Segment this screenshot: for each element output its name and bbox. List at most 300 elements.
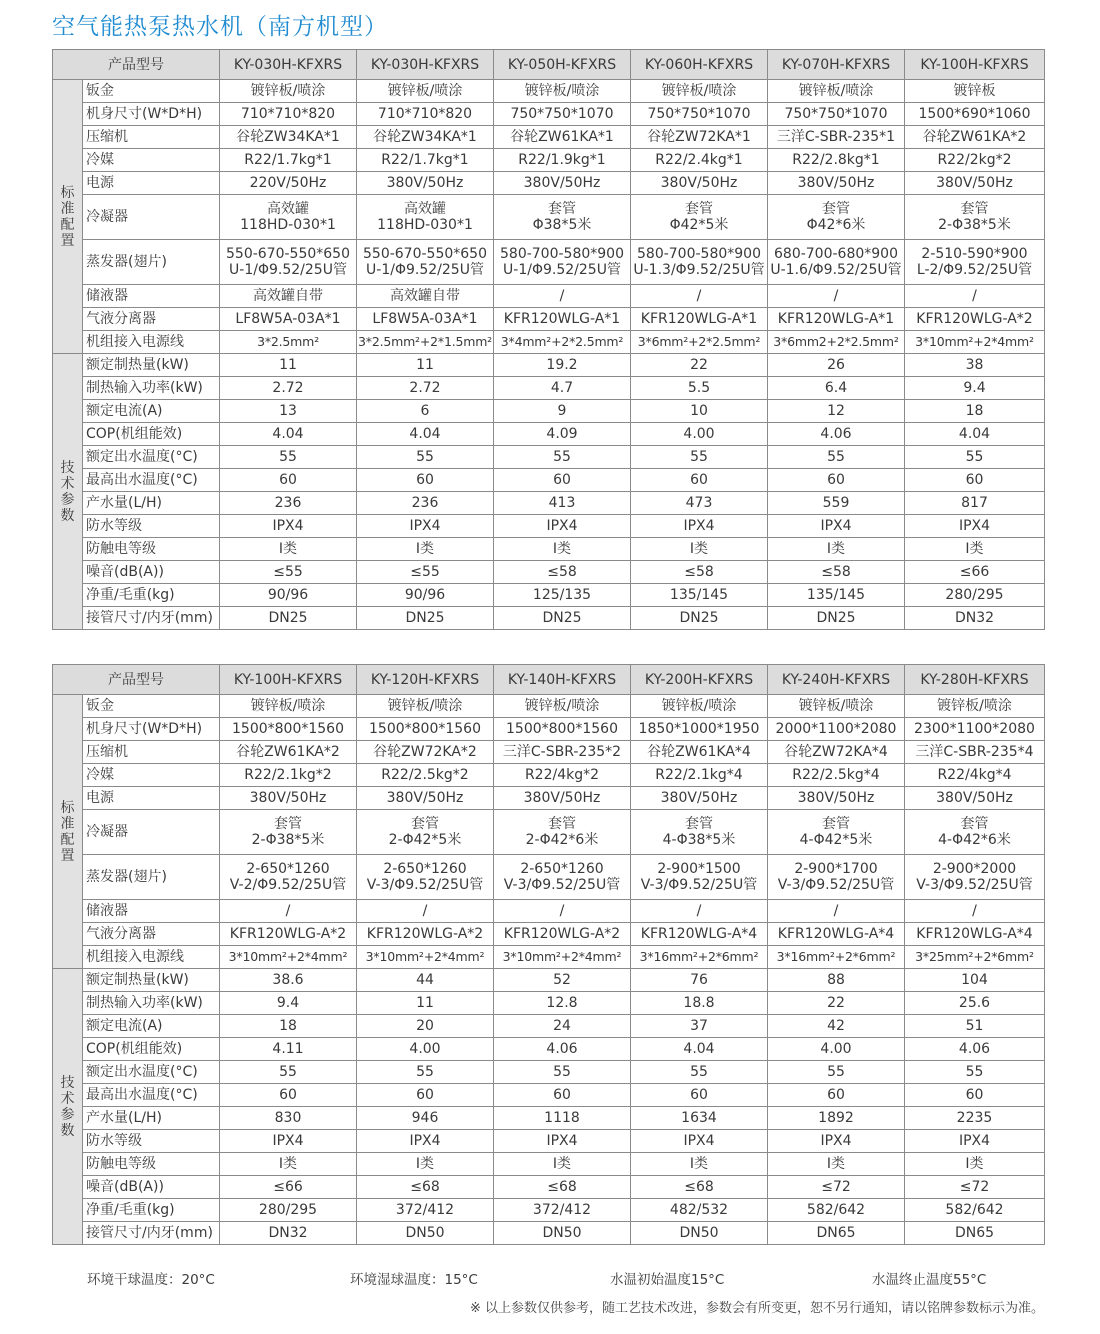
table-cell: ≤72: [905, 1176, 1045, 1199]
table-row: [53, 695, 1045, 718]
table-row: [53, 764, 1045, 787]
row-label: 压缩机: [83, 741, 220, 764]
table-cell: /: [357, 900, 494, 923]
table-cell: [494, 810, 631, 855]
table-cell: 镀锌板: [905, 80, 1045, 103]
table-row: [53, 718, 1045, 741]
row-label: 钣金: [83, 80, 220, 103]
table-cell: /: [768, 285, 905, 308]
table-cell: 3*25mm²+2*6mm²: [905, 946, 1045, 969]
table-cell: [905, 195, 1045, 240]
model-header: KY-120H-KFXRS: [357, 665, 494, 695]
table-cell: 60: [220, 469, 357, 492]
table-cell: 谷轮ZW61KA*2: [905, 126, 1045, 149]
table-row: [53, 172, 1045, 195]
cell-line-2: U-1.6/Φ9.52/25U管: [770, 262, 902, 278]
table-cell: I类: [220, 538, 357, 561]
row-label: 制热输入功率(kW): [83, 992, 220, 1015]
table-cell: 42: [768, 1015, 905, 1038]
table-cell: 1500*690*1060: [905, 103, 1045, 126]
table-cell: IPX4: [631, 1130, 768, 1153]
table-row: [53, 992, 1045, 1015]
table-cell: IPX4: [905, 515, 1045, 538]
table-cell: ≤68: [631, 1176, 768, 1199]
cell-line-1: 2-510-590*900: [921, 246, 1028, 262]
row-label: 电源: [83, 172, 220, 195]
table-cell: 18: [220, 1015, 357, 1038]
table-cell: ≤68: [494, 1176, 631, 1199]
model-header: KY-060H-KFXRS: [631, 50, 768, 80]
row-label: 净重/毛重(kg): [83, 1199, 220, 1222]
table-row: [53, 492, 1045, 515]
table-cell: 镀锌板/喷涂: [631, 695, 768, 718]
table-cell: 镀锌板/喷涂: [905, 695, 1045, 718]
table-cell: 55: [494, 446, 631, 469]
row-label: 防水等级: [83, 515, 220, 538]
table-row: [53, 538, 1045, 561]
table-cell: 24: [494, 1015, 631, 1038]
table-cell: 2300*1100*2080: [905, 718, 1045, 741]
row-label: 钣金: [83, 695, 220, 718]
table-row: [53, 331, 1045, 354]
row-label: 额定电流(A): [83, 400, 220, 423]
table-cell: 44: [357, 969, 494, 992]
table-cell: LF8W5A-03A*1: [357, 308, 494, 331]
table-cell: 380V/50Hz: [631, 172, 768, 195]
table-cell: 236: [357, 492, 494, 515]
table-cell: 55: [905, 1061, 1045, 1084]
group-label-text: 技术参数: [60, 459, 75, 524]
table-cell: 9: [494, 400, 631, 423]
table-cell: 1500*800*1560: [357, 718, 494, 741]
table-cell: 3*16mm²+2*6mm²: [631, 946, 768, 969]
table-cell: 60: [631, 1084, 768, 1107]
table-cell: 60: [905, 1084, 1045, 1107]
cell-line-1: 套管: [822, 816, 850, 832]
cell-line-2: Φ42*5米: [669, 217, 729, 233]
table-cell: 55: [357, 446, 494, 469]
table-cell: 4.00: [631, 423, 768, 446]
cell-line-2: V-3/Φ9.52/25U管: [366, 877, 484, 893]
spec-table-2: [52, 664, 1045, 1245]
table-cell: 60: [905, 469, 1045, 492]
table-row: [53, 810, 1045, 855]
table-cell: [631, 195, 768, 240]
table-cell: DN25: [220, 607, 357, 630]
table-cell: 236: [220, 492, 357, 515]
table-cell: [494, 195, 631, 240]
row-label: 蒸发器(翅片): [83, 855, 220, 900]
table-cell: 镀锌板/喷涂: [768, 695, 905, 718]
table-cell: R22/4kg*4: [905, 764, 1045, 787]
cell-line-1: 580-700-580*900: [500, 246, 624, 262]
table-cell: 4.04: [220, 423, 357, 446]
table-row: [53, 741, 1045, 764]
table-cell: 三洋C-SBR-235*1: [768, 126, 905, 149]
table-cell: 90/96: [357, 584, 494, 607]
table-cell: ≤66: [220, 1176, 357, 1199]
cell-line-2: U-1/Φ9.52/25U管: [366, 262, 484, 278]
table-cell: DN50: [631, 1222, 768, 1245]
table-cell: 5.5: [631, 377, 768, 400]
table-cell: IPX4: [220, 515, 357, 538]
table-cell: DN25: [494, 607, 631, 630]
table-cell: 谷轮ZW34KA*1: [357, 126, 494, 149]
table-cell: 380V/50Hz: [357, 172, 494, 195]
row-label: 防水等级: [83, 1130, 220, 1153]
table-cell: 60: [220, 1084, 357, 1107]
table-cell: 4.09: [494, 423, 631, 446]
table-cell: 19.2: [494, 354, 631, 377]
table-cell: 60: [631, 469, 768, 492]
table-cell: 104: [905, 969, 1045, 992]
table-cell: 3*10mm²+2*4mm²: [494, 946, 631, 969]
table-cell: I类: [768, 1153, 905, 1176]
table-cell: 1500*800*1560: [220, 718, 357, 741]
table-cell: 13: [220, 400, 357, 423]
table-row: [53, 1176, 1045, 1199]
table-cell: DN25: [631, 607, 768, 630]
row-label: 接管尺寸/内牙(mm): [83, 1222, 220, 1245]
cell-line-2: 2-Φ42*5米: [388, 832, 462, 848]
row-label: 额定电流(A): [83, 1015, 220, 1038]
table-cell: 52: [494, 969, 631, 992]
cell-line-2: V-3/Φ9.52/25U管: [777, 877, 895, 893]
table-cell: 谷轮ZW61KA*1: [494, 126, 631, 149]
table-cell: 谷轮ZW72KA*4: [768, 741, 905, 764]
table-cell: 750*750*1070: [494, 103, 631, 126]
table-cell: KFR120WLG-A*2: [905, 308, 1045, 331]
table-cell: 26: [768, 354, 905, 377]
table-cell: 55: [220, 446, 357, 469]
table-row: [53, 1130, 1045, 1153]
table-cell: 谷轮ZW61KA*4: [631, 741, 768, 764]
table-cell: 750*750*1070: [631, 103, 768, 126]
table-cell: DN50: [494, 1222, 631, 1245]
table-cell: 11: [220, 354, 357, 377]
table-cell: 55: [768, 1061, 905, 1084]
table-cell: 60: [494, 1084, 631, 1107]
table-cell: 22: [768, 992, 905, 1015]
table-cell: 380V/50Hz: [905, 172, 1045, 195]
row-label: 机身尺寸(W*D*H): [83, 718, 220, 741]
table-cell: R22/2.1kg*4: [631, 764, 768, 787]
cell-line-1: 550-670-550*650: [226, 246, 350, 262]
row-label: 冷媒: [83, 149, 220, 172]
row-label: 防触电等级: [83, 538, 220, 561]
table-cell: 710*710*820: [220, 103, 357, 126]
table-cell: 280/295: [905, 584, 1045, 607]
table-cell: 380V/50Hz: [768, 787, 905, 810]
table-cell: DN32: [220, 1222, 357, 1245]
table-cell: I类: [357, 1153, 494, 1176]
table-cell: 37: [631, 1015, 768, 1038]
cell-line-2: 2-Φ38*5米: [938, 217, 1011, 233]
cell-line-1: 套管: [960, 816, 989, 832]
model-header: KY-140H-KFXRS: [494, 665, 631, 695]
table-cell: DN65: [905, 1222, 1045, 1245]
table-cell: [905, 810, 1045, 855]
table-cell: 1892: [768, 1107, 905, 1130]
cell-line-1: 2-900*1700: [794, 861, 878, 877]
cell-line-2: 4-Φ42*6米: [938, 832, 1011, 848]
table-cell: 60: [768, 1084, 905, 1107]
table-cell: 380V/50Hz: [768, 172, 905, 195]
table-cell: 镀锌板/喷涂: [631, 80, 768, 103]
cell-line-1: 高效罐: [404, 201, 446, 217]
table-cell: /: [494, 285, 631, 308]
model-header: KY-280H-KFXRS: [905, 665, 1045, 695]
table-cell: 3*2.5mm²: [220, 331, 357, 354]
table-cell: 60: [494, 469, 631, 492]
table-cell: R22/4kg*2: [494, 764, 631, 787]
table-cell: [905, 240, 1045, 285]
table-cell: 582/642: [905, 1199, 1045, 1222]
table-cell: 55: [494, 1061, 631, 1084]
cell-line-2: 2-Φ38*5米: [251, 832, 325, 848]
table-cell: 三洋C-SBR-235*2: [494, 741, 631, 764]
table-cell: 高效罐自带: [357, 285, 494, 308]
table-row: [53, 400, 1045, 423]
row-label: 额定制热量(kW): [83, 354, 220, 377]
table-cell: 4.06: [768, 423, 905, 446]
model-header: KY-100H-KFXRS: [905, 50, 1045, 80]
table-cell: 20: [357, 1015, 494, 1038]
table-cell: 482/532: [631, 1199, 768, 1222]
table-cell: KFR120WLG-A*2: [357, 923, 494, 946]
header-row: [53, 665, 1045, 695]
table-cell: I类: [220, 1153, 357, 1176]
table-row: [53, 900, 1045, 923]
table-cell: 750*750*1070: [768, 103, 905, 126]
header-row: [53, 50, 1045, 80]
table-row: [53, 607, 1045, 630]
cell-line-1: 580-700-580*900: [637, 246, 761, 262]
table-row: [53, 787, 1045, 810]
table-cell: 55: [905, 446, 1045, 469]
table-cell: /: [905, 285, 1045, 308]
cell-line-2: L-2/Φ9.52/25U管: [916, 262, 1033, 278]
row-label: 额定出水温度(°C): [83, 446, 220, 469]
table-cell: 谷轮ZW34KA*1: [220, 126, 357, 149]
table-cell: 11: [357, 992, 494, 1015]
table-cell: 3*4mm²+2*2.5mm²: [494, 331, 631, 354]
table-row: [53, 103, 1045, 126]
table-cell: 25.6: [905, 992, 1045, 1015]
row-label: 额定制热量(kW): [83, 969, 220, 992]
table-row: [53, 446, 1045, 469]
table-cell: 谷轮ZW72KA*2: [357, 741, 494, 764]
table-cell: R22/1.7kg*1: [357, 149, 494, 172]
row-label: 噪音(dB(A)): [83, 1176, 220, 1199]
table-cell: 559: [768, 492, 905, 515]
group-label-technical: [53, 354, 83, 630]
table-cell: R22/2.1kg*2: [220, 764, 357, 787]
table-cell: 3*2.5mm²+2*1.5mm²: [357, 331, 494, 354]
table-cell: 55: [768, 446, 905, 469]
table-row: [53, 1084, 1045, 1107]
table-cell: IPX4: [631, 515, 768, 538]
cell-line-2: U-1/Φ9.52/25U管: [229, 262, 347, 278]
row-label: 气液分离器: [83, 923, 220, 946]
table-row: [53, 1015, 1045, 1038]
model-header: KY-030H-KFXRS: [220, 50, 357, 80]
cell-line-1: 550-670-550*650: [363, 246, 487, 262]
cell-line-2: V-2/Φ9.52/25U管: [229, 877, 347, 893]
table-cell: 582/642: [768, 1199, 905, 1222]
table-row: [53, 561, 1045, 584]
row-label: 压缩机: [83, 126, 220, 149]
table-cell: R22/2.5kg*2: [357, 764, 494, 787]
table-row: [53, 149, 1045, 172]
model-header: KY-240H-KFXRS: [768, 665, 905, 695]
table-cell: 4.04: [357, 423, 494, 446]
table-cell: KFR120WLG-A*1: [494, 308, 631, 331]
cell-line-2: 4-Φ42*5米: [799, 832, 873, 848]
table-cell: 镀锌板/喷涂: [357, 695, 494, 718]
table-cell: 220V/50Hz: [220, 172, 357, 195]
table-row: [53, 969, 1045, 992]
table-cell: 6.4: [768, 377, 905, 400]
table-cell: KFR120WLG-A*2: [220, 923, 357, 946]
table-cell: R22/1.7kg*1: [220, 149, 357, 172]
table-cell: 12.8: [494, 992, 631, 1015]
table-cell: 镀锌板/喷涂: [220, 695, 357, 718]
table-cell: 280/295: [220, 1199, 357, 1222]
table-cell: I类: [494, 538, 631, 561]
cell-line-1: 套管: [960, 201, 989, 217]
table-cell: 55: [631, 1061, 768, 1084]
table-cell: [220, 195, 357, 240]
table-cell: 镀锌板/喷涂: [494, 80, 631, 103]
row-label: 储液器: [83, 285, 220, 308]
row-label: 接管尺寸/内牙(mm): [83, 607, 220, 630]
table-cell: 55: [631, 446, 768, 469]
table-cell: 1634: [631, 1107, 768, 1130]
table-cell: 125/135: [494, 584, 631, 607]
table-cell: [220, 240, 357, 285]
table-cell: I类: [768, 538, 905, 561]
table-cell: 18.8: [631, 992, 768, 1015]
row-label: 最高出水温度(°C): [83, 469, 220, 492]
table-cell: 镀锌板/喷涂: [357, 80, 494, 103]
table-cell: 4.7: [494, 377, 631, 400]
cell-line-1: 套管: [685, 816, 713, 832]
table-cell: KFR120WLG-A*2: [494, 923, 631, 946]
table-cell: 135/145: [631, 584, 768, 607]
row-label: 机身尺寸(W*D*H): [83, 103, 220, 126]
table-cell: R22/1.9kg*1: [494, 149, 631, 172]
table-cell: 3*6mm²+2*2.5mm²: [631, 331, 768, 354]
table-cell: R22/2.4kg*1: [631, 149, 768, 172]
footer-final-water-temp: 水温终止温度55°C: [872, 1272, 987, 1288]
table-row: [53, 354, 1045, 377]
table-cell: [768, 240, 905, 285]
table-cell: [768, 855, 905, 900]
cell-line-1: 2-650*1260: [520, 861, 604, 877]
table-cell: 60: [357, 469, 494, 492]
row-label: 冷媒: [83, 764, 220, 787]
table-cell: I类: [494, 1153, 631, 1176]
model-header: KY-200H-KFXRS: [631, 665, 768, 695]
table-cell: IPX4: [357, 1130, 494, 1153]
table-cell: 谷轮ZW61KA*2: [220, 741, 357, 764]
table-cell: 4.00: [768, 1038, 905, 1061]
cell-line-1: 2-650*1260: [383, 861, 467, 877]
table-cell: DN65: [768, 1222, 905, 1245]
table-cell: I类: [631, 538, 768, 561]
table-cell: IPX4: [357, 515, 494, 538]
table-cell: 1500*800*1560: [494, 718, 631, 741]
table-row: [53, 423, 1045, 446]
table-cell: 372/412: [494, 1199, 631, 1222]
header-label: 产品型号: [53, 665, 220, 695]
table-cell: IPX4: [494, 515, 631, 538]
table-cell: ≤68: [357, 1176, 494, 1199]
cell-line-1: 套管: [548, 816, 576, 832]
model-header: KY-100H-KFXRS: [220, 665, 357, 695]
row-label: 电源: [83, 787, 220, 810]
table-cell: 镀锌板/喷涂: [494, 695, 631, 718]
row-label: 产水量(L/H): [83, 492, 220, 515]
table-cell: 3*10mm²+2*4mm²: [905, 331, 1045, 354]
page-title: 空气能热泵热水机（南方机型）: [52, 14, 388, 40]
table-cell: [357, 810, 494, 855]
table-cell: [631, 810, 768, 855]
spec-table-1: [52, 49, 1045, 630]
table-cell: [768, 810, 905, 855]
table-cell: 380V/50Hz: [357, 787, 494, 810]
table-cell: 3*16mm²+2*6mm²: [768, 946, 905, 969]
table-cell: ≤55: [357, 561, 494, 584]
table-cell: /: [768, 900, 905, 923]
table-cell: 380V/50Hz: [220, 787, 357, 810]
table-cell: [357, 195, 494, 240]
footer-initial-water-temp: 水温初始温度15°C: [610, 1272, 725, 1288]
table-cell: IPX4: [494, 1130, 631, 1153]
table-row: [53, 515, 1045, 538]
table-cell: R22/2.5kg*4: [768, 764, 905, 787]
cell-line-1: 高效罐: [267, 201, 309, 217]
cell-line-2: V-3/Φ9.52/25U管: [503, 877, 621, 893]
table-cell: [631, 855, 768, 900]
table-row: [53, 126, 1045, 149]
table-cell: 10: [631, 400, 768, 423]
table-cell: DN25: [357, 607, 494, 630]
table-cell: 55: [220, 1061, 357, 1084]
table-cell: [220, 855, 357, 900]
table-cell: IPX4: [220, 1130, 357, 1153]
cell-line-2: Φ42*6米: [806, 217, 866, 233]
table-row: [53, 855, 1045, 900]
model-header: KY-030H-KFXRS: [357, 50, 494, 80]
cell-line-2: U-1.3/Φ9.52/25U管: [633, 262, 765, 278]
row-label: 气液分离器: [83, 308, 220, 331]
table-cell: 38: [905, 354, 1045, 377]
cell-line-2: V-3/Φ9.52/25U管: [916, 877, 1033, 893]
table-cell: 3*10mm²+2*4mm²: [220, 946, 357, 969]
table-cell: 413: [494, 492, 631, 515]
table-row: [53, 1222, 1045, 1245]
table-cell: [494, 240, 631, 285]
table-cell: 380V/50Hz: [905, 787, 1045, 810]
table-cell: ≤58: [494, 561, 631, 584]
table-cell: 4.06: [494, 1038, 631, 1061]
table-cell: IPX4: [768, 1130, 905, 1153]
table-cell: 11: [357, 354, 494, 377]
table-cell: [357, 855, 494, 900]
table-cell: 710*710*820: [357, 103, 494, 126]
